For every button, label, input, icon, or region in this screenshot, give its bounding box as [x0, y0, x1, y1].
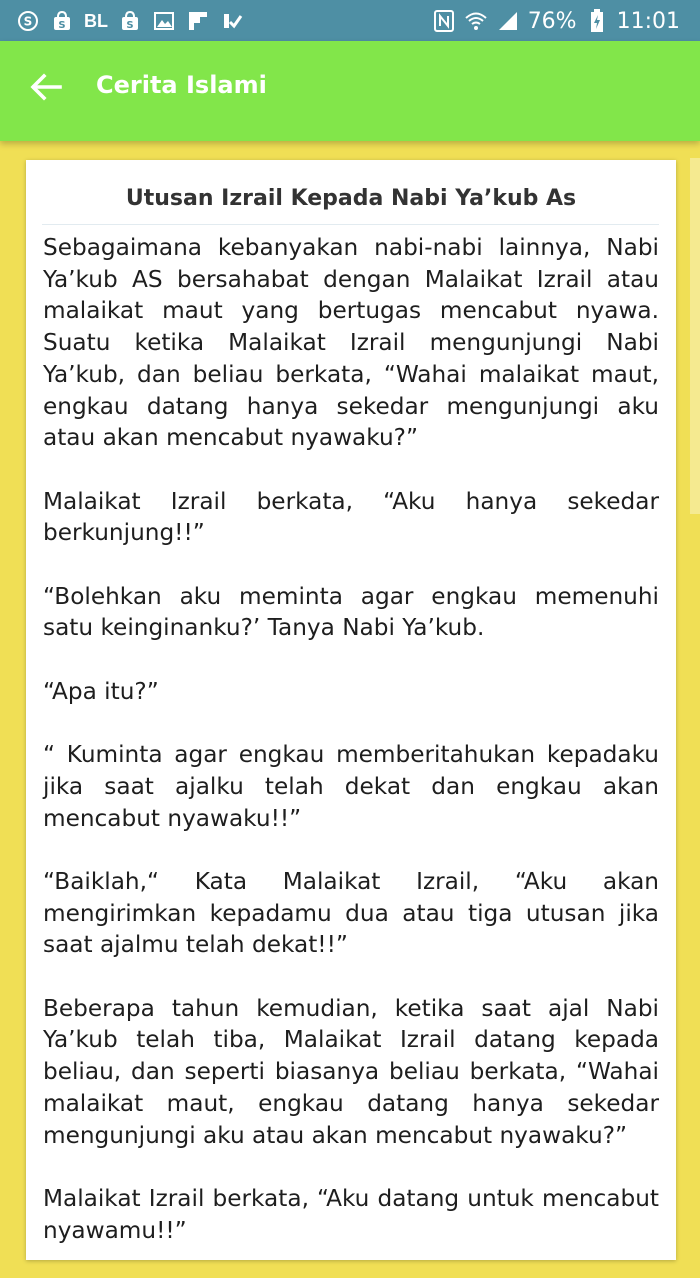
story-paragraph: Malaikat Izrail berkata, “Aku hanya sekedar berkunjung!!” — [43, 487, 659, 547]
flipboard-icon — [186, 9, 210, 33]
signal-icon — [496, 9, 520, 33]
clock: 11:01 — [616, 8, 680, 34]
svg-text:S: S — [126, 20, 134, 31]
notification-icons — [16, 7, 244, 35]
svg-text:S: S — [58, 20, 66, 31]
bl-label: BL — [84, 10, 108, 31]
story-paragraph: Sebagaimana kebanyakan nabi-nabi lainnya, Nabi Ya’kub AS bersahabat dengan Malaikat Izrail atau malaikat maut yang bertugas mencabut nyawa. Suatu ketika Malaikat Izrail mengunjungi Nabi Ya’kub, dan beliau berkata, “Wahai malaikat maut, engkau datang hanya sekedar mengunjungi aku atau akan mencabut nyawaku?” — [43, 234, 659, 452]
bl-icon — [84, 9, 108, 33]
story-paragraph: “Apa itu?” — [43, 677, 159, 705]
story-paragraph: Beberapa tahun kemudian, ketika saat ajal Nabi Ya’kub telah tiba, Malaikat Izrail datang kepada beliau, dan seperti biasanya beliau berkata, “Wahai malaikat maut, engkau datang hanya sekedar mengunjungi aku atau akan mencabut nyawaku?” — [43, 994, 659, 1149]
title-divider — [42, 224, 659, 225]
gallery-icon — [152, 9, 176, 33]
wifi-icon — [464, 9, 488, 33]
svg-text:S: S — [23, 14, 33, 29]
app-bar — [0, 41, 700, 141]
nfc-icon — [432, 9, 456, 33]
story-paragraph: “Baiklah,“ Kata Malaikat Izrail, “Aku akan mengirimkan kepadamu dua atau tiga utusan jika saat ajalmu telah dekat!!” — [43, 867, 659, 959]
shopee-bag-icon — [118, 9, 142, 33]
scroll-indicator[interactable] — [690, 158, 700, 514]
story-paragraph: “ Kuminta agar engkau memberitahukan kepadaku jika saat ajalku telah dekat dan engkau akan mencabut nyawaku!!” — [43, 741, 659, 832]
shopee-bag-icon — [50, 9, 74, 33]
story-card[interactable] — [26, 160, 676, 1260]
battery-percent: 76% — [527, 8, 577, 34]
arrow-back-icon — [30, 73, 62, 101]
story-paragraph: Malaikat Izrail berkata, “Aku datang untuk mencabut nyawamu!!” — [43, 1184, 659, 1244]
sync-app-icon — [16, 9, 40, 33]
task-check-icon — [220, 9, 244, 33]
story-body — [43, 232, 659, 1278]
story-title: Utusan Izrail Kepada Nabi Ya’kub As — [125, 186, 577, 211]
battery-charging-icon — [585, 9, 609, 33]
status-bar — [0, 0, 700, 41]
back-button[interactable] — [22, 63, 70, 111]
story-paragraph: “Bolehkan aku meminta agar engkau memenuhi satu keinginanku?’ Tanya Nabi Ya’kub. — [43, 582, 659, 642]
app-title: Cerita Islami — [96, 71, 267, 99]
system-status — [432, 7, 680, 35]
